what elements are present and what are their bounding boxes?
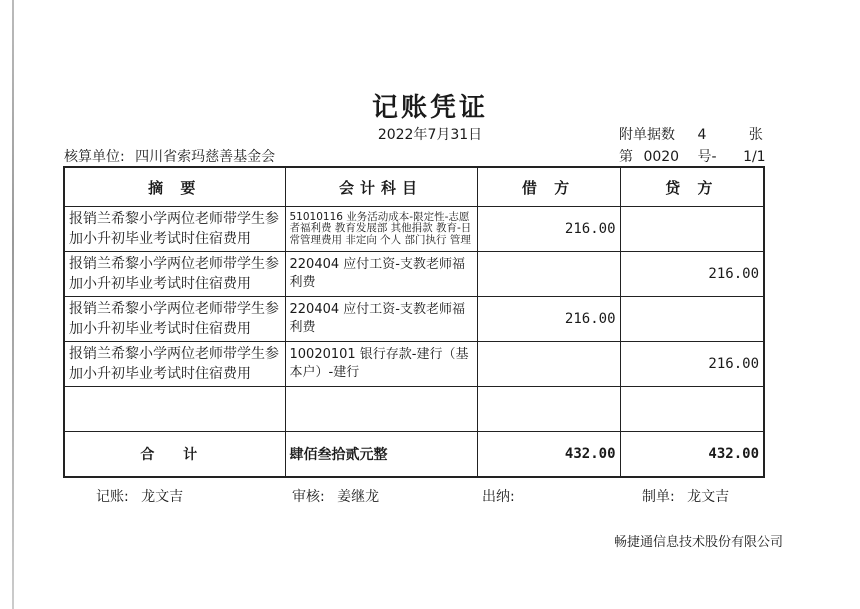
voucher-table bbox=[63, 166, 765, 478]
row-summary: 报销兰希黎小学两位老师带学生参加小升初毕业考试时住宿费用 bbox=[64, 297, 285, 342]
voucher-number bbox=[619, 146, 766, 166]
row-credit bbox=[620, 387, 764, 432]
row-credit: 216.00 bbox=[620, 252, 764, 297]
header-debit: 借 方 bbox=[477, 167, 620, 207]
row-summary: 报销兰希黎小学两位老师带学生参加小升初毕业考试时住宿费用 bbox=[64, 252, 285, 297]
number-prefix: 第 bbox=[619, 149, 633, 165]
reviewer-name: 姜继龙 bbox=[337, 489, 380, 505]
table-row bbox=[64, 252, 764, 297]
attachments-count: 4 bbox=[697, 127, 707, 143]
row-summary: 报销兰希黎小学两位老师带学生参加小升初毕业考试时住宿费用 bbox=[64, 207, 285, 252]
row-credit bbox=[620, 207, 764, 252]
number-suffix: 号- bbox=[697, 149, 717, 165]
cashier-signature bbox=[482, 486, 523, 506]
header-credit: 贷 方 bbox=[620, 167, 764, 207]
row-account: 51010116 业务活动成本-限定性-志愿者福利费 教育发展部 其他捐款 教育-日常管理费用 非定向 个人 部门执行 管理 bbox=[285, 207, 477, 252]
accounting-unit-label: 核算单位: bbox=[64, 149, 125, 165]
row-debit: 216.00 bbox=[477, 297, 620, 342]
total-row bbox=[64, 432, 764, 478]
maker-name: 龙文吉 bbox=[687, 489, 730, 505]
row-summary bbox=[64, 387, 285, 432]
row-account: 10020101 银行存款-建行（基本户）-建行 bbox=[285, 342, 477, 387]
table-row bbox=[64, 207, 764, 252]
page-indicator: 1/1 bbox=[743, 149, 766, 165]
header-summary: 摘 要 bbox=[64, 167, 285, 207]
voucher-date: 2022年7月31日 bbox=[377, 127, 483, 143]
total-debit: 432.00 bbox=[477, 432, 620, 478]
total-credit: 432.00 bbox=[620, 432, 764, 478]
cashier-label: 出纳: bbox=[482, 489, 515, 505]
number-value: 0020 bbox=[643, 149, 680, 165]
attachments-unit: 张 bbox=[748, 127, 763, 143]
table-header-row bbox=[64, 167, 764, 207]
attachments-info bbox=[619, 124, 763, 144]
total-amount-words: 肆佰叁拾贰元整 bbox=[285, 432, 477, 478]
bookkeeper-signature bbox=[96, 486, 183, 506]
accounting-unit bbox=[64, 146, 275, 166]
row-account bbox=[285, 387, 477, 432]
accounting-unit-name: 四川省索玛慈善基金会 bbox=[135, 149, 276, 165]
row-summary: 报销兰希黎小学两位老师带学生参加小升初毕业考试时住宿费用 bbox=[64, 342, 285, 387]
total-label: 合 计 bbox=[64, 432, 285, 478]
reviewer-label: 审核: bbox=[292, 489, 325, 505]
reviewer-signature bbox=[292, 486, 379, 506]
row-debit: 216.00 bbox=[477, 207, 620, 252]
attachments-label: 附单据数 bbox=[619, 127, 675, 143]
bookkeeper-name: 龙文吉 bbox=[141, 489, 184, 505]
table-row bbox=[64, 387, 764, 432]
row-debit bbox=[477, 252, 620, 297]
bookkeeper-label: 记账: bbox=[96, 489, 129, 505]
row-debit bbox=[477, 342, 620, 387]
row-credit: 216.00 bbox=[620, 342, 764, 387]
row-credit bbox=[620, 297, 764, 342]
row-debit bbox=[477, 387, 620, 432]
software-company: 畅捷通信息技术股份有限公司 bbox=[614, 535, 784, 550]
table-row bbox=[64, 297, 764, 342]
table-row bbox=[64, 342, 764, 387]
row-account: 220404 应付工资-支教老师福利费 bbox=[285, 297, 477, 342]
header-account: 会计科目 bbox=[285, 167, 477, 207]
maker-label: 制单: bbox=[642, 489, 675, 505]
voucher-title: 记账凭证 bbox=[371, 93, 488, 123]
maker-signature bbox=[642, 486, 729, 506]
row-account: 220404 应付工资-支教老师福利费 bbox=[285, 252, 477, 297]
